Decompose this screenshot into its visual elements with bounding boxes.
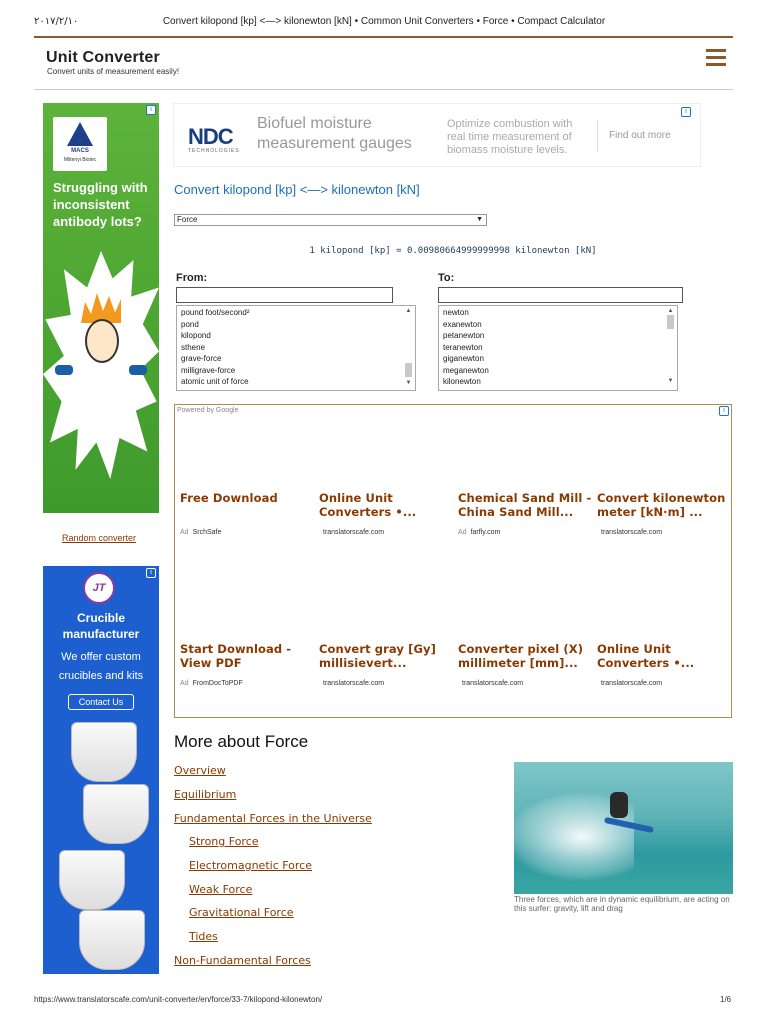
ad-title[interactable]: Converter pixel (X) millimeter [mm]... bbox=[458, 642, 584, 670]
ad-info-icon[interactable]: i bbox=[681, 107, 691, 117]
link-fundamental-forces[interactable]: Fundamental Forces in the Universe bbox=[174, 812, 372, 825]
left-ad-crucible[interactable] bbox=[43, 566, 159, 974]
list-item[interactable]: pound foot/second² bbox=[181, 308, 250, 317]
photo-caption: Three forces, which are in dynamic equilibrium, are acting on this surfer: gravity, lift and drag bbox=[514, 895, 730, 913]
ad-cell[interactable] bbox=[319, 491, 454, 541]
ad-cell[interactable] bbox=[597, 642, 732, 692]
to-label: To: bbox=[438, 272, 455, 284]
print-footer-page: 1/6 bbox=[720, 995, 732, 1004]
link-strong-force[interactable]: Strong Force bbox=[189, 835, 259, 848]
site-title[interactable]: Unit Converter bbox=[46, 49, 160, 66]
ad-body: Optimize combustion with real time measurement of biomass moisture levels. bbox=[447, 118, 573, 156]
top-banner-ad[interactable] bbox=[173, 103, 701, 167]
left-ad-antibody[interactable] bbox=[43, 103, 159, 513]
ad-title[interactable]: Free Download bbox=[180, 491, 278, 505]
link-tides[interactable]: Tides bbox=[189, 930, 218, 943]
crucible-image bbox=[79, 910, 145, 970]
ad-source: translatorscafe.com bbox=[601, 529, 663, 536]
ad-source: translatorscafe.com bbox=[462, 680, 524, 687]
ad-cell[interactable] bbox=[458, 491, 593, 541]
to-list-scrollbar[interactable]: ▲ ▼ bbox=[667, 308, 674, 384]
link-gravitational-force[interactable]: Gravitational Force bbox=[189, 906, 294, 919]
ad-info-icon[interactable]: i bbox=[146, 105, 156, 115]
ad-info-icon[interactable]: i bbox=[719, 406, 729, 416]
list-item[interactable]: pond bbox=[181, 319, 199, 329]
ad-headline: Biofuel moisture measurement gauges bbox=[257, 115, 412, 152]
link-non-fundamental-forces[interactable]: Non-Fundamental Forces bbox=[174, 954, 311, 967]
ad-cell[interactable] bbox=[180, 642, 315, 692]
to-value-input[interactable] bbox=[438, 287, 683, 303]
from-value-input[interactable] bbox=[176, 287, 393, 303]
header-bottom-line bbox=[34, 89, 733, 90]
list-item[interactable]: petanewton bbox=[443, 331, 485, 340]
from-unit-list[interactable] bbox=[176, 305, 416, 391]
link-equilibrium[interactable]: Equilibrium bbox=[174, 788, 237, 801]
crucible-image bbox=[83, 784, 149, 844]
ad-logo: JT bbox=[83, 572, 115, 604]
ad-info-icon[interactable]: i bbox=[146, 568, 156, 578]
ad-source: Ad FromDocToPDF bbox=[180, 680, 243, 687]
link-electromagnetic-force[interactable]: Electromagnetic Force bbox=[189, 859, 312, 872]
list-item[interactable]: kilonewton bbox=[443, 377, 481, 386]
ad-separator bbox=[597, 120, 598, 152]
ad-source: translatorscafe.com bbox=[323, 529, 385, 536]
list-item[interactable]: exanewton bbox=[443, 319, 482, 329]
ad-source: Ad SrchSafe bbox=[180, 529, 222, 536]
ad-cell[interactable] bbox=[180, 491, 315, 541]
ad-source: Ad farfly.com bbox=[458, 529, 501, 536]
ad-title[interactable]: Online Unit Converters •... bbox=[597, 642, 695, 670]
hamburger-menu-icon[interactable] bbox=[706, 49, 726, 67]
cartoon-face bbox=[85, 319, 119, 363]
ad-cell[interactable] bbox=[319, 642, 454, 692]
category-select[interactable]: Force ▼ bbox=[174, 214, 487, 226]
print-title: Convert kilopond [kp] <—> kilonewton [kN] • Common Unit Converters • Force • Compact Calculator bbox=[162, 16, 606, 27]
list-item[interactable]: newton bbox=[443, 308, 469, 317]
google-ads-grid bbox=[174, 404, 732, 718]
list-item[interactable]: teranewton bbox=[443, 342, 483, 352]
ad-title[interactable]: Online Unit Converters •... bbox=[319, 491, 417, 519]
cartoon-hand-right bbox=[129, 365, 147, 375]
powered-by-google: Powered by Google bbox=[177, 407, 239, 414]
converter-title: Convert kilopond [kp] <—> kilonewton [kN] bbox=[174, 182, 420, 197]
link-overview[interactable]: Overview bbox=[174, 764, 226, 777]
print-header bbox=[0, 16, 768, 32]
random-converter-link[interactable]: Random converter bbox=[62, 533, 137, 543]
more-about-heading: More about Force bbox=[174, 732, 309, 751]
from-list-scrollbar[interactable]: ▲ ▼ bbox=[405, 308, 412, 386]
print-footer-url: https://www.translatorscafe.com/unit-converter/en/force/33-7/kilopond-kilonewton/ bbox=[34, 995, 323, 1004]
surfer-photo bbox=[514, 762, 733, 894]
ad-cell[interactable] bbox=[458, 642, 593, 692]
cartoon-hand-left bbox=[55, 365, 73, 375]
ad-brand-sub: Miltenyi Biotec bbox=[63, 157, 97, 163]
ad-brand-name: MACS bbox=[71, 148, 89, 154]
ad-title[interactable]: Convert gray [Gy] millisievert... bbox=[319, 642, 436, 670]
ad-logo-sub: TECHNOLOGIES bbox=[188, 148, 240, 154]
from-label: From: bbox=[176, 272, 208, 284]
link-weak-force[interactable]: Weak Force bbox=[189, 883, 253, 896]
ad-title[interactable]: Start Download - View PDF bbox=[180, 642, 292, 670]
list-item[interactable]: sthene bbox=[181, 342, 206, 352]
ad-headline: Struggling with inconsistent antibody lots? bbox=[53, 180, 148, 229]
crucible-image bbox=[59, 850, 125, 910]
ad-title[interactable]: Chemical Sand Mill - China Sand Mill... bbox=[458, 491, 592, 519]
list-item[interactable]: giganewton bbox=[443, 354, 484, 363]
contact-us-button[interactable]: Contact Us bbox=[68, 694, 134, 710]
ad-cell[interactable] bbox=[597, 491, 732, 541]
list-item[interactable]: atomic unit of force bbox=[181, 377, 249, 386]
ad-body: We offer custom crucibles and kits bbox=[58, 651, 144, 682]
conversion-result: 1 kilopond [kp] = 0.00980664999999998 kilonewton [kN] bbox=[309, 246, 597, 256]
chevron-down-icon: ▼ bbox=[476, 216, 483, 223]
print-date: ٢٠١٧/٢/١٠ bbox=[34, 16, 79, 27]
crucible-image bbox=[71, 722, 137, 782]
ad-title[interactable]: Convert kilonewton meter [kN·m] ... bbox=[597, 491, 726, 519]
ad-cta-link[interactable]: Find out more bbox=[609, 130, 671, 141]
ad-source: translatorscafe.com bbox=[323, 680, 385, 687]
site-tagline: Convert units of measurement easily! bbox=[47, 67, 180, 76]
list-item[interactable]: milligrave-force bbox=[181, 365, 236, 375]
ad-headline: Crucible manufacturer bbox=[62, 611, 140, 641]
list-item[interactable]: meganewton bbox=[443, 365, 489, 375]
list-item[interactable]: kilopond bbox=[181, 331, 211, 340]
ad-brand-logo bbox=[53, 117, 107, 171]
list-item[interactable]: grave-force bbox=[181, 354, 222, 363]
ad-source: translatorscafe.com bbox=[601, 680, 663, 687]
to-unit-list[interactable] bbox=[438, 305, 678, 391]
ad-logo: NDC bbox=[188, 124, 233, 149]
header-divider bbox=[34, 36, 733, 38]
